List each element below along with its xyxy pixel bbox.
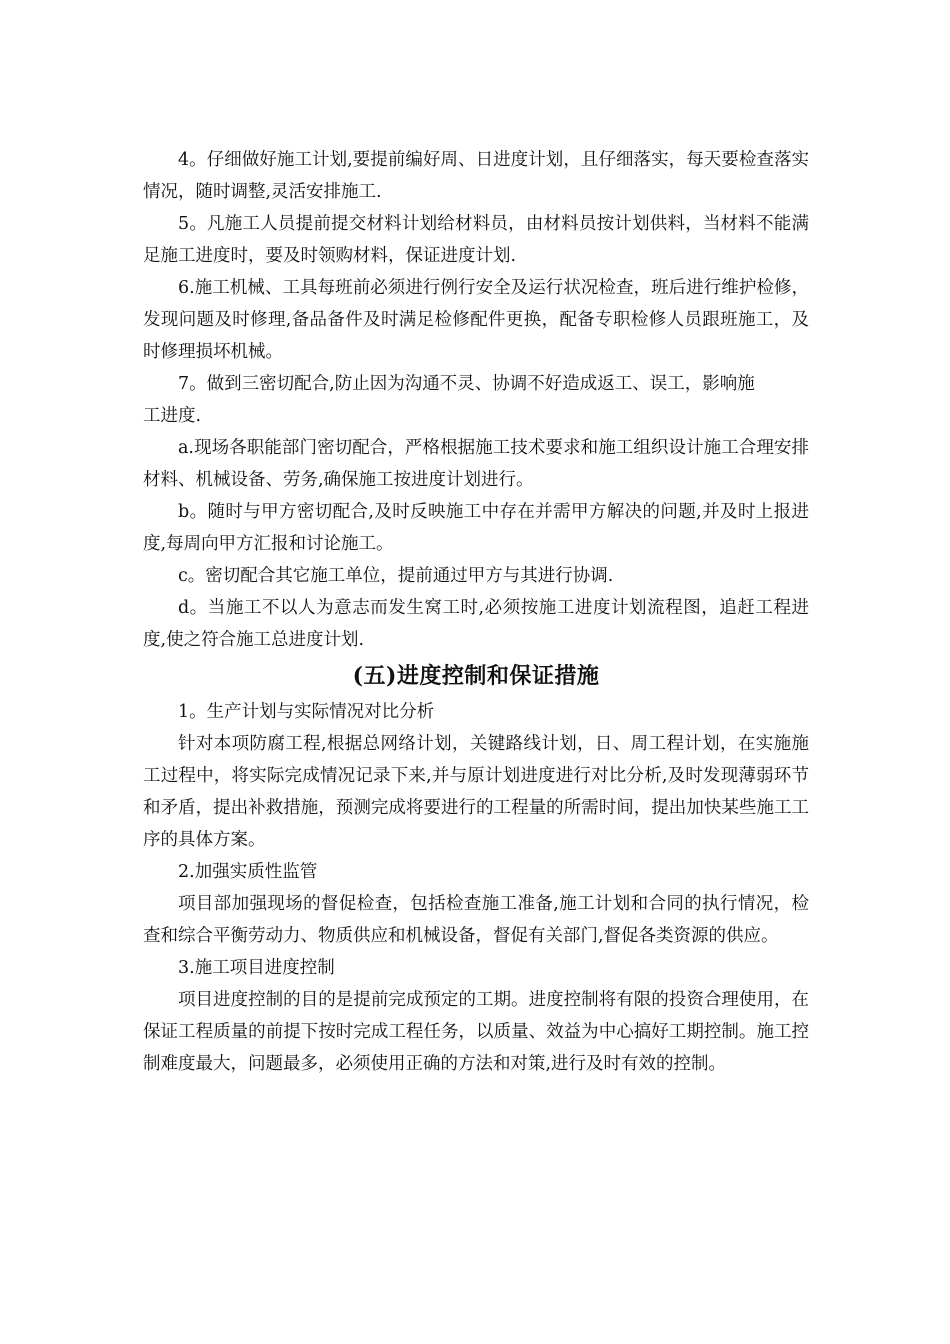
paragraph-item-4: 4。仔细做好施工计划,要提前编好周、日进度计划，且仔细落实，每天要检查落实情况，随时调整,灵活安排施工.	[143, 150, 809, 202]
subheading-2: 2.加强实质性监管	[178, 862, 318, 882]
paragraph-item-7: 7。做到三密切配合,防止因为沟通不灵、协调不好造成返工、误工，影响施	[178, 374, 755, 394]
paragraph-item-6: 6.施工机械、工具每班前必须进行例行安全及运行状况检查，班后进行维护检修，发现问题及时修理,备品备件及时满足检修配件更换，配备专职检修人员跟班施工，及时修理损坏机械。	[143, 278, 809, 362]
paragraph-item-5: 5。凡施工人员提前提交材料计划给材料员，由材料员按计划供料，当材料不能满足施工进度时，要及时领购材料，保证进度计划.	[143, 214, 809, 266]
subheading-1: 1。生产计划与实际情况对比分析	[178, 702, 435, 722]
paragraph-supervision: 项目部加强现场的督促检查，包括检查施工准备,施工计划和合同的执行情况，检查和综合平衡劳动力、物质供应和机械设备，督促有关部门,督促各类资源的供应。	[143, 894, 809, 946]
paragraph-sub-a: a.现场各职能部门密切配合，严格根据施工技术要求和施工组织设计施工合理安排材料、机械设备、劳务,确保施工按进度计划进行。	[143, 438, 809, 490]
document-body	[143, 144, 809, 1080]
paragraph-progress-control: 项目进度控制的目的是提前完成预定的工期。进度控制将有限的投资合理使用，在保证工程质量的前提下按时完成工程任务，以质量、效益为中心搞好工期控制。施工控制难度最大，问题最多，必须使用正确的方法和对策,进行及时有效的控制。	[143, 990, 809, 1074]
paragraph-item-7-continuation: 工进度.	[143, 406, 202, 426]
subheading-3: 3.施工项目进度控制	[178, 958, 335, 978]
paragraph-analysis: 针对本项防腐工程,根据总网络计划，关键路线计划，日、周工程计划，在实施施工过程中，将实际完成情况记录下来,并与原计划进度进行对比分析,及时发现薄弱环节和矛盾，提出补救措施，预测完成将要进行的工程量的所需时间，提出加快某些施工工序的具体方案。	[143, 734, 809, 850]
paragraph-sub-d: d。当施工不以人为意志而发生窝工时,必须按施工进度计划流程图，追赶工程进度,使之符合施工总进度计划.	[143, 598, 809, 650]
paragraph-sub-c: c。密切配合其它施工单位，提前通过甲方与其进行协调.	[178, 566, 614, 586]
paragraph-sub-b: b。随时与甲方密切配合,及时反映施工中存在并需甲方解决的问题,并及时上报进度,每周向甲方汇报和讨论施工。	[143, 502, 809, 554]
section-heading: (五)进度控制和保证措施	[352, 663, 600, 689]
